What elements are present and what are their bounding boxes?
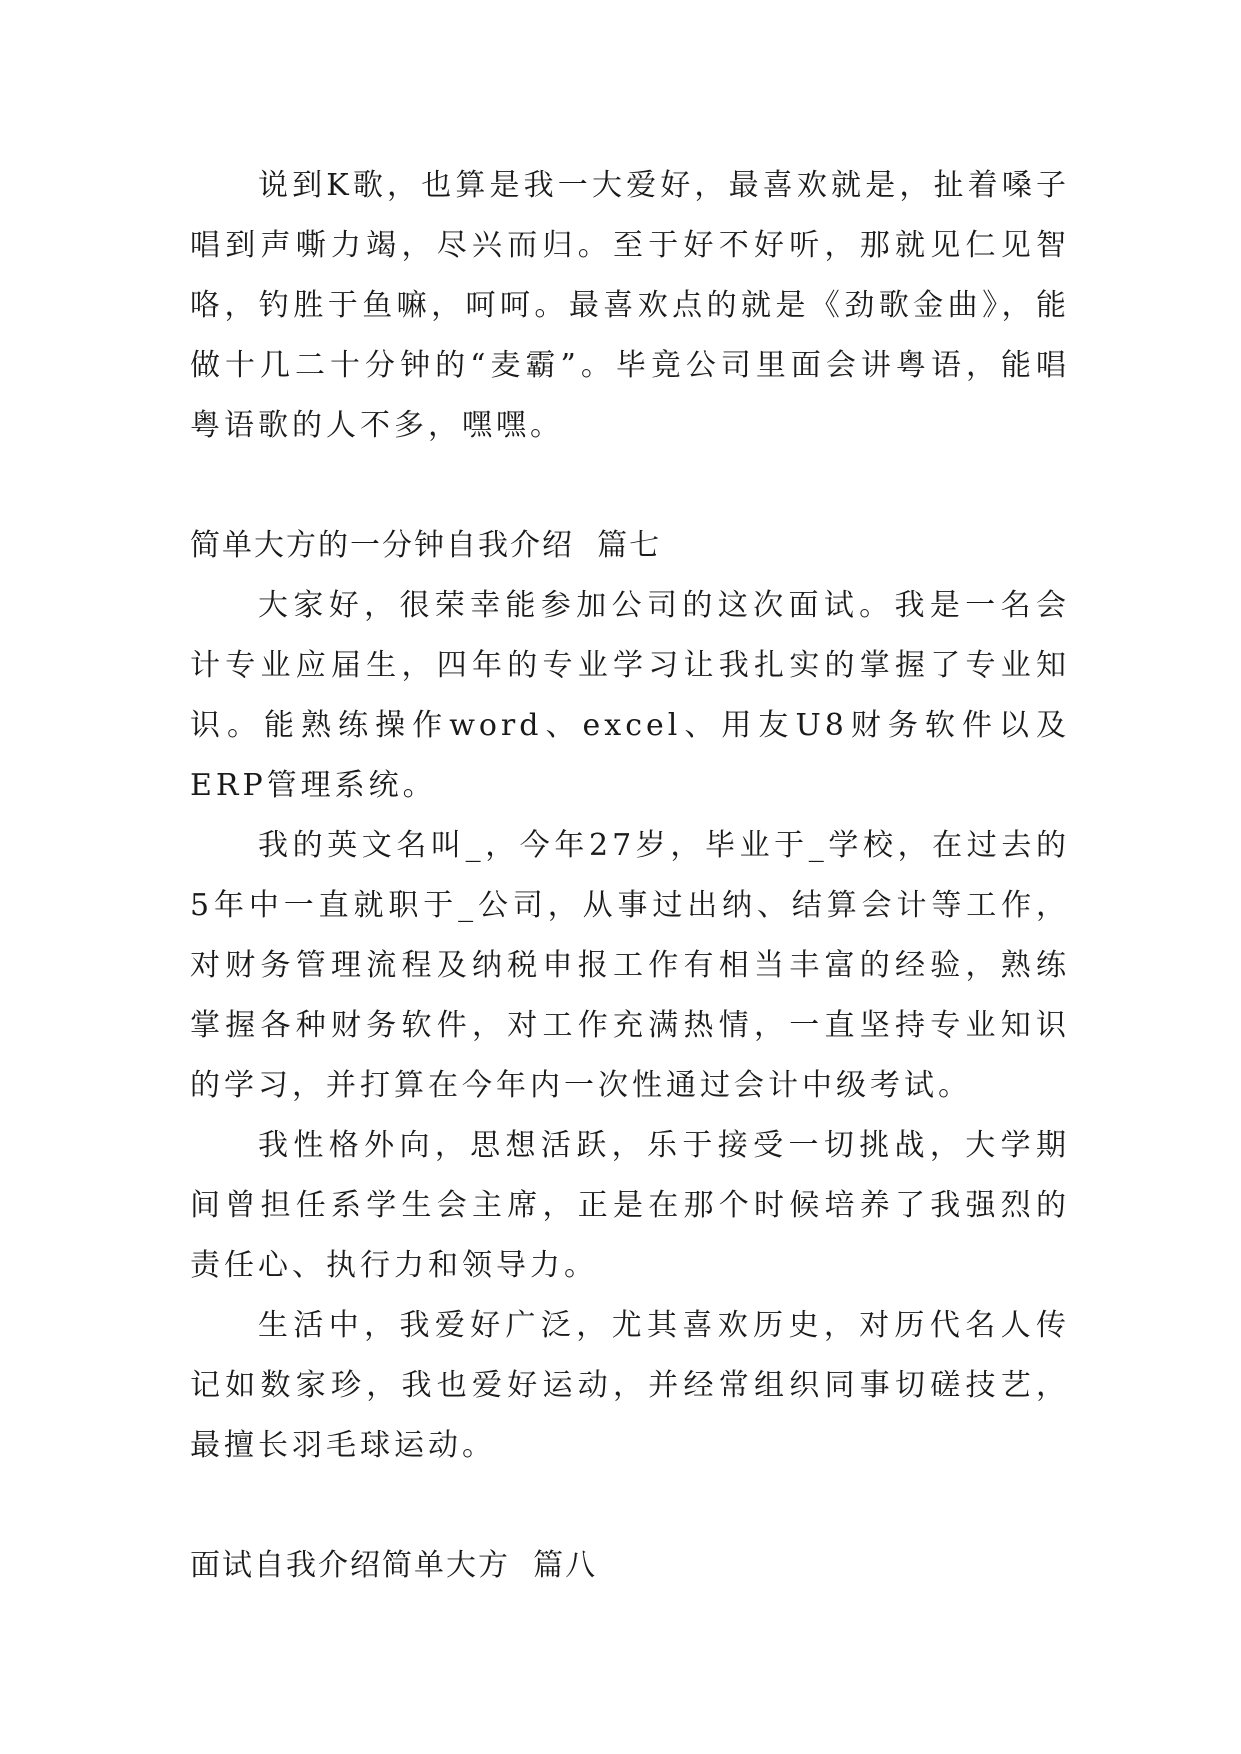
paragraph-karaoke: 说到K歌，也算是我一大爱好，最喜欢就是，扯着嗓子唱到声嘶力竭，尽兴而归。至于好不好听，那就见仁见智咯，钓胜于鱼嘛，呵呵。最喜欢点的就是《劲歌金曲》，能做十几二十分钟的“麦霸”。毕竟公司里面会讲粤语，能唱粤语歌的人不多，嘿嘿。 [190, 168, 1070, 443]
section-spacer [190, 456, 1070, 516]
paragraph-intro: 大家好，很荣幸能参加公司的这次面试。我是一名会计专业应届生，四年的专业学习让我扎实的掌握了专业知识。能熟练操作word、excel、用友U8财务软件以及ERP管理系统。 [190, 588, 1070, 803]
paragraph-hobbies: 生活中，我爱好广泛，尤其喜欢历史，对历代名人传记如数家珍，我也爱好运动，并经常组织同事切磋技艺，最擅长羽毛球运动。 [190, 1308, 1070, 1463]
paragraph-background: 我的英文名叫_，今年27岁，毕业于_学校，在过去的5年中一直就职于_公司，从事过出纳、结算会计等工作，对财务管理流程及纳税申报工作有相当丰富的经验，熟练掌握各种财务软件，对工作充满热情，一直坚持专业知识的学习，并打算在今年内一次性通过会计中级考试。 [190, 828, 1070, 1103]
document-body [190, 156, 1070, 1596]
section-spacer [190, 1476, 1070, 1536]
section-heading-8: 面试自我介绍简单大方 篇八 [190, 1548, 598, 1583]
section-heading-7: 简单大方的一分钟自我介绍 篇七 [190, 528, 662, 563]
paragraph-personality: 我性格外向，思想活跃，乐于接受一切挑战，大学期间曾担任系学生会主席，正是在那个时候培养了我强烈的责任心、执行力和领导力。 [190, 1128, 1070, 1283]
